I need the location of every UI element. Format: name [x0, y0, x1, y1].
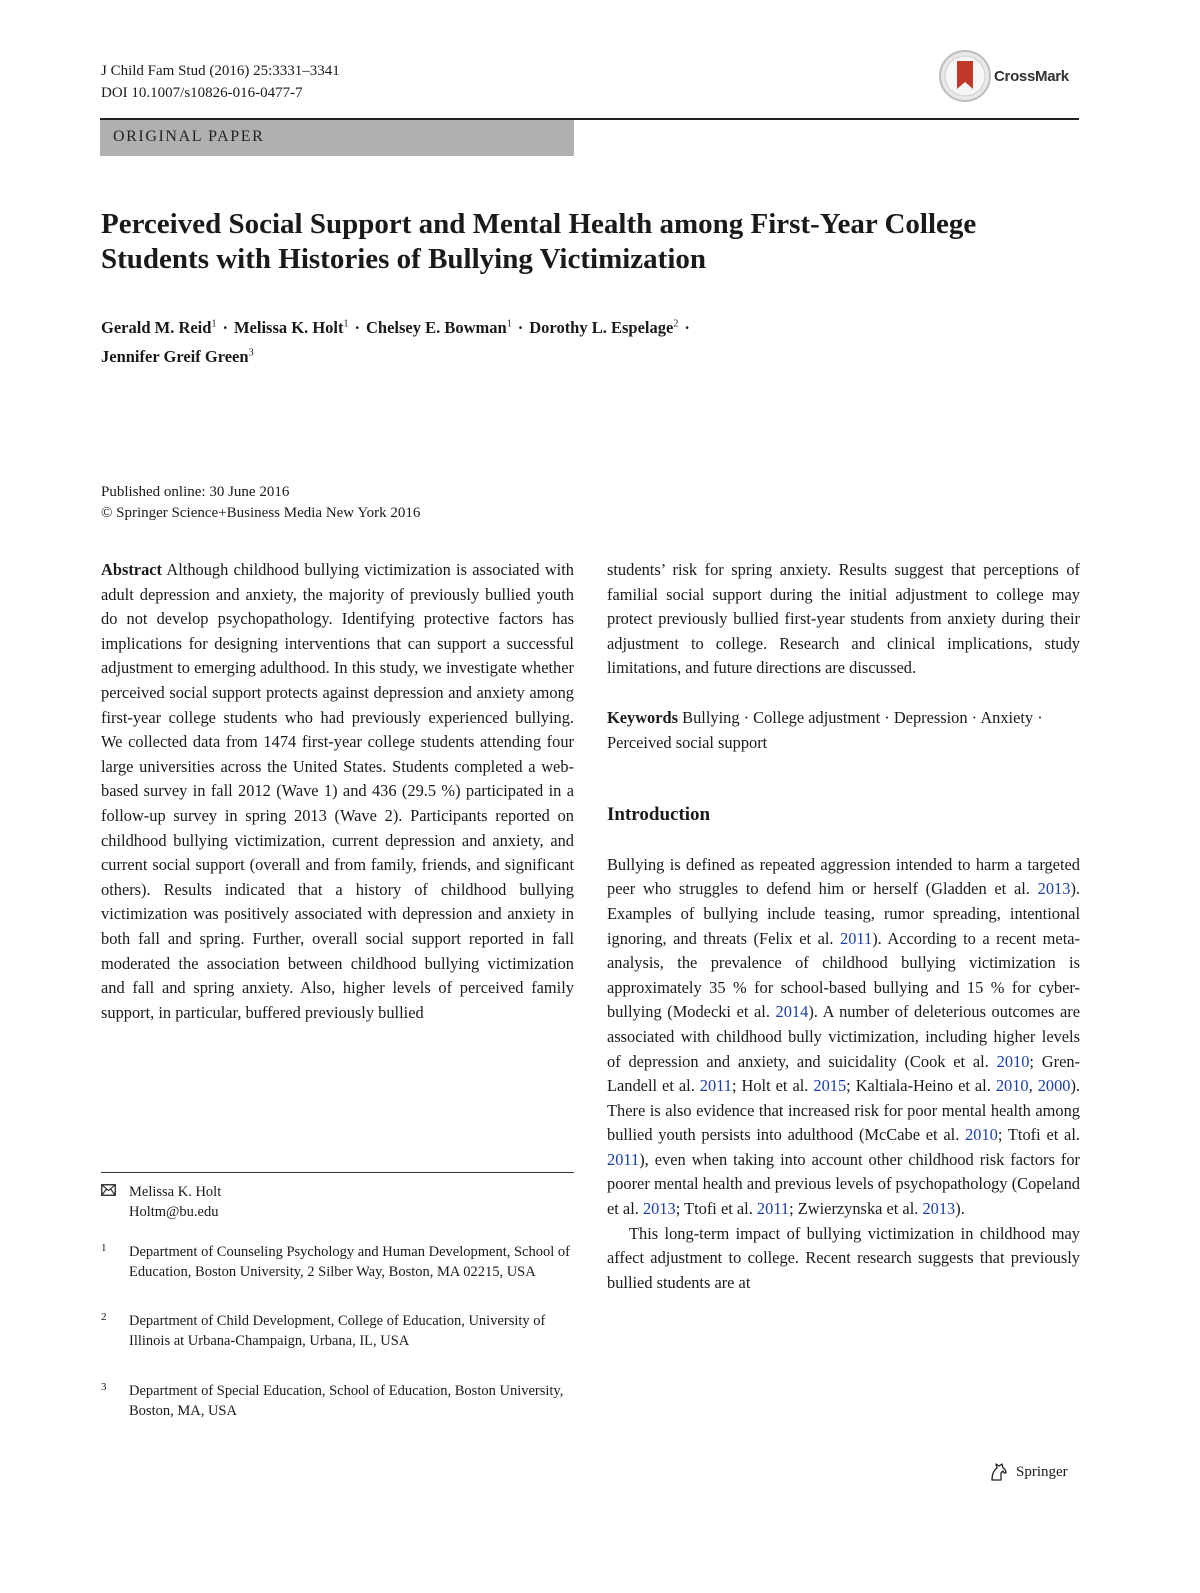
citation-link[interactable]: 2013 [642, 1199, 676, 1219]
author-list [101, 311, 1001, 370]
introduction-heading: Introduction [607, 804, 711, 826]
affiliation [101, 1381, 574, 1421]
crossmark-icon [938, 49, 992, 103]
publisher-name: Springer [1016, 1463, 1068, 1480]
paragraph-text: Bullying is defined as repeated aggression intended to harm a targeted peer who struggles to defend him or herself (Gladden et al. [607, 854, 1080, 899]
journal-citation: J Child Fam Stud (2016) 25:3331–3341 [101, 63, 340, 79]
author-separator: · [517, 317, 524, 337]
affiliation-number: 3 [101, 1381, 107, 1393]
paragraph-text: ), even when taking into account other childhood risk factors for poorer mental health and previous levels of psychopathology (Copeland et al. [607, 1149, 1080, 1219]
paragraph-text: ). [955, 1199, 965, 1219]
citation-link[interactable]: 2014 [775, 1002, 809, 1022]
keywords-heading: Keywords [607, 707, 679, 727]
citation-link[interactable]: 2013 [922, 1199, 956, 1219]
keywords [607, 706, 1080, 755]
right-column [607, 558, 1080, 1295]
publication-info [101, 482, 420, 524]
paragraph-text: ). There is also evidence that increased risk for poor mental health among bullied youth persists into adulthood (McCabe et al. [607, 1076, 1081, 1145]
citation-link[interactable]: 2011 [607, 1149, 640, 1169]
author-separator: · [222, 317, 228, 337]
author-affiliation-marker: 1 [506, 318, 512, 329]
affiliation-text: Department of Special Education, School of Education, Boston University, Boston, MA, USA [129, 1383, 564, 1419]
citation-link[interactable]: 2010 [995, 1076, 1029, 1096]
paragraph-text: ; Zwierzynska et al. [789, 1199, 923, 1219]
author-affiliation-marker: 1 [343, 318, 349, 329]
paragraph-text: ; Kaltiala-Heino et al. [846, 1076, 996, 1096]
affiliation [101, 1242, 574, 1282]
author-name: Chelsey E. Bowman$^1$ [366, 317, 512, 337]
author-name: Gerald M. Reid$^1$ [101, 317, 217, 337]
crossmark-label: CrossMark [994, 67, 1069, 85]
author-name: Dorothy L. Espelage$^2$ [529, 317, 679, 337]
paragraph-text: ; Ttofi et al. [997, 1125, 1080, 1145]
author-affiliation-marker: 3 [248, 347, 254, 359]
citation-link[interactable]: 2010 [965, 1125, 998, 1145]
paragraph-text: ). A number of deleterious outcomes are associated with childhood bully victimization, including higher levels of depression and anxiety, and suicidality (Cook et al. [607, 1002, 1080, 1071]
correspondence-email[interactable]: Holtm@bu.edu [129, 1204, 219, 1220]
citation-link[interactable]: 2015 [813, 1076, 847, 1096]
article-type-label: ORIGINAL PAPER [113, 128, 265, 145]
footnote-rule [101, 1172, 574, 1173]
paragraph-text: , [1028, 1076, 1038, 1096]
citation-link[interactable]: 2013 [1037, 879, 1071, 899]
article-title: Perceived Social Support and Mental Health among First-Year College Students with Histories of Bullying Victimization [101, 208, 977, 275]
affiliation-number: 1 [101, 1242, 107, 1254]
affiliation-text: Department of Counseling Psychology and Human Development, School of Education, Boston University, 2 Silber Way, Boston, MA 02215, USA [129, 1244, 570, 1280]
citation-link[interactable]: 2011 [699, 1076, 732, 1096]
author-affiliation-marker: 1 [211, 318, 217, 329]
abstract-heading: Abstract [101, 560, 162, 579]
citation-link[interactable]: 2011 [756, 1199, 790, 1219]
author-affiliation-marker: 2 [673, 318, 679, 329]
correspondence [101, 1182, 221, 1222]
copyright-notice: © Springer Science+Business Media New York 2016 [101, 505, 421, 521]
affiliation [101, 1311, 574, 1351]
introduction-paragraph-1 [607, 853, 1080, 1222]
citation-link[interactable]: 2000 [1037, 1076, 1071, 1096]
citation-link[interactable]: 2010 [996, 1051, 1030, 1071]
author-name: Melissa K. Holt$^1$ [233, 317, 349, 337]
correspondence-name: Melissa K. Holt [129, 1184, 222, 1200]
publisher-logo [987, 1460, 1068, 1484]
author-separator: · [684, 317, 690, 337]
published-online: Published online: 30 June 2016 [101, 484, 290, 500]
abstract-continuation: students’ risk for spring anxiety. Results suggest that perceptions of familial social support during the initial adjustment to college may protect previously bullied first-year students from anxiety during their adjustment to college. Research and clinical implications, study limitations, and future directions are discussed. [607, 560, 1080, 678]
paragraph-text: ; Holt et al. [731, 1076, 814, 1096]
paragraph-text: ; Ttofi et al. [675, 1199, 757, 1219]
article-type-banner [100, 120, 574, 156]
abstract-text: Although childhood bullying victimization is associated with adult depression and anxiety, the majority of previously bullied youth do not develop psychopathology. Identifying protective factors has implications for designing interventions that can support a successful adjustment to emerging adulthood. In this study, we investigate whether perceived social support protects against depression and anxiety among first-year college students who had previously experienced bullying. We collected data from 1474 first-year college students attending four large universities across the United States. Students completed a web-based survey in fall 2012 (Wave 1) and 436 (29.5 %) participated in a follow-up survey in spring 2013 (Wave 2). Participants reported on childhood bullying victimization, current depression and anxiety, and current social support (overall and from family, friends, and significant others). Results indicated that a history of childhood bullying victimization was positively associated with depression and anxiety in both fall and spring. Further, overall social support reported in fall moderated the association between childhood bullying victimization and fall and spring anxiety. Also, higher levels of perceived family support, in particular, buffered previously bullied [101, 560, 574, 1022]
left-column [101, 558, 574, 1025]
affiliation-text: Department of Child Development, College of Education, University of Illinois at Urbana-Champaign, Urbana, IL, USA [129, 1313, 546, 1349]
abstract [101, 558, 574, 1025]
author-name: Jennifer Greif Green$^3$ [101, 347, 254, 366]
paragraph-text: ). Examples of bullying include teasing, rumor spreading, intentional ignoring, and threats (Felix et al. [607, 879, 1080, 948]
keywords-list: Bullying · College adjustment · Depression · Anxiety · Perceived social support [607, 707, 1043, 752]
paragraph-text: ). According to a recent meta-analysis, the prevalence of childhood bullying victimization is approximately 35 % for school-based bullying and 15 % for cyber-bullying (Modecki et al. [607, 928, 1080, 1022]
citation-link[interactable]: 2011 [840, 928, 873, 948]
crossmark-badge[interactable] [938, 49, 1069, 103]
doi[interactable]: DOI 10.1007/s10826-016-0477-7 [101, 85, 303, 101]
journal-reference [101, 60, 340, 104]
author-separator: · [354, 317, 361, 337]
paragraph-text: ; Gren-Landell et al. [607, 1051, 1081, 1096]
affiliation-number: 2 [101, 1311, 107, 1323]
envelope-icon [101, 1184, 116, 1196]
introduction-paragraph-2: This long-term impact of bullying victimization in childhood may affect adjustment to college. Recent research suggests that previously bullied students are at [607, 1223, 1080, 1292]
springer-horse-icon [987, 1460, 1011, 1484]
